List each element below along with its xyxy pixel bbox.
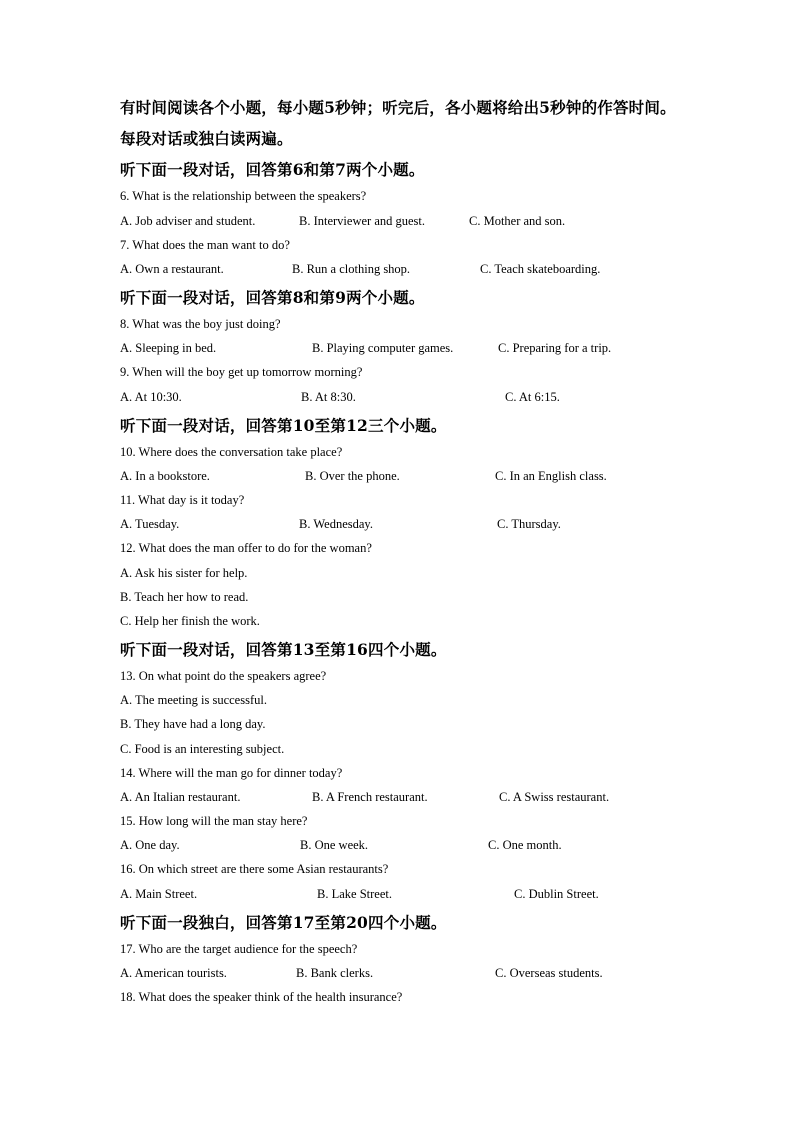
question-9-option-c: C. At 6:15. xyxy=(505,390,560,404)
question-9: 9. When will the boy get up tomorrow morning? xyxy=(120,365,363,379)
question-18: 18. What does the speaker think of the health insurance? xyxy=(120,990,403,1004)
question-12-option-b: B. Teach her how to read. xyxy=(120,590,249,604)
question-16-option-b: B. Lake Street. xyxy=(317,887,392,901)
question-16-option-a: A. Main Street. xyxy=(120,887,198,901)
question-6-option-a: A. Job adviser and student. xyxy=(120,214,256,228)
question-7: 7. What does the man want to do? xyxy=(120,238,290,252)
question-11: 11. What day is it today? xyxy=(120,493,245,507)
question-9-option-b: B. At 8:30. xyxy=(301,390,356,404)
section-heading-1: 听下面一段对话，回答第6和第7两个小题。 xyxy=(120,160,425,179)
question-6-option-c: C. Mother and son. xyxy=(469,214,566,228)
intro-line-2: 每段对话或独白读两遍。 xyxy=(120,129,293,148)
question-9-option-a: A. At 10:30. xyxy=(120,390,182,404)
section-heading-3: 听下面一段对话，回答第10至第12三个小题。 xyxy=(120,416,447,435)
question-13: 13. On what point do the speakers agree? xyxy=(120,669,327,683)
question-16: 16. On which street are there some Asian restaurants? xyxy=(120,862,389,876)
question-10: 10. Where does the conversation take place? xyxy=(120,445,343,459)
question-13-option-c: C. Food is an interesting subject. xyxy=(120,742,285,756)
question-7-option-c: C. Teach skateboarding. xyxy=(480,262,601,276)
question-14-option-a: A. An Italian restaurant. xyxy=(120,790,241,804)
question-11-option-b: B. Wednesday. xyxy=(299,517,373,531)
question-6: 6. What is the relationship between the speakers? xyxy=(120,189,367,203)
question-10-option-c: C. In an English class. xyxy=(495,469,607,483)
question-17-option-b: B. Bank clerks. xyxy=(296,966,374,980)
question-14: 14. Where will the man go for dinner today? xyxy=(120,766,343,780)
section-heading-5: 听下面一段独白，回答第17至第20四个小题。 xyxy=(120,913,447,932)
question-8-option-b: B. Playing computer games. xyxy=(312,341,454,355)
question-15: 15. How long will the man stay here? xyxy=(120,814,308,828)
question-17: 17. Who are the target audience for the speech? xyxy=(120,942,358,956)
question-13-option-a: A. The meeting is successful. xyxy=(120,693,267,707)
question-17-option-a: A. American tourists. xyxy=(120,966,227,980)
question-14-option-b: B. A French restaurant. xyxy=(312,790,428,804)
question-11-option-a: A. Tuesday. xyxy=(120,517,180,531)
question-11-option-c: C. Thursday. xyxy=(497,517,561,531)
question-13-option-b: B. They have had a long day. xyxy=(120,717,266,731)
question-12-option-a: A. Ask his sister for help. xyxy=(120,566,248,580)
question-10-option-a: A. In a bookstore. xyxy=(120,469,210,483)
question-7-option-a: A. Own a restaurant. xyxy=(120,262,224,276)
question-17-option-c: C. Overseas students. xyxy=(495,966,603,980)
question-12: 12. What does the man offer to do for the woman? xyxy=(120,541,372,555)
question-8-option-a: A. Sleeping in bed. xyxy=(120,341,217,355)
question-15-option-c: C. One month. xyxy=(488,838,562,852)
question-7-option-b: B. Run a clothing shop. xyxy=(292,262,411,276)
question-16-option-c: C. Dublin Street. xyxy=(514,887,599,901)
question-8-option-c: C. Preparing for a trip. xyxy=(498,341,612,355)
question-15-option-a: A. One day. xyxy=(120,838,180,852)
section-heading-2: 听下面一段对话，回答第8和第9两个小题。 xyxy=(120,288,425,307)
question-10-option-b: B. Over the phone. xyxy=(305,469,400,483)
question-6-option-b: B. Interviewer and guest. xyxy=(299,214,426,228)
question-12-option-c: C. Help her finish the work. xyxy=(120,614,260,628)
question-15-option-b: B. One week. xyxy=(300,838,369,852)
question-14-option-c: C. A Swiss restaurant. xyxy=(499,790,610,804)
section-heading-4: 听下面一段对话，回答第13至第16四个小题。 xyxy=(120,640,447,659)
question-8: 8. What was the boy just doing? xyxy=(120,317,281,331)
intro-line-1: 有时间阅读各个小题，每小题5秒钟；听完后，各小题将给出5秒钟的作答时间。 xyxy=(120,98,676,117)
